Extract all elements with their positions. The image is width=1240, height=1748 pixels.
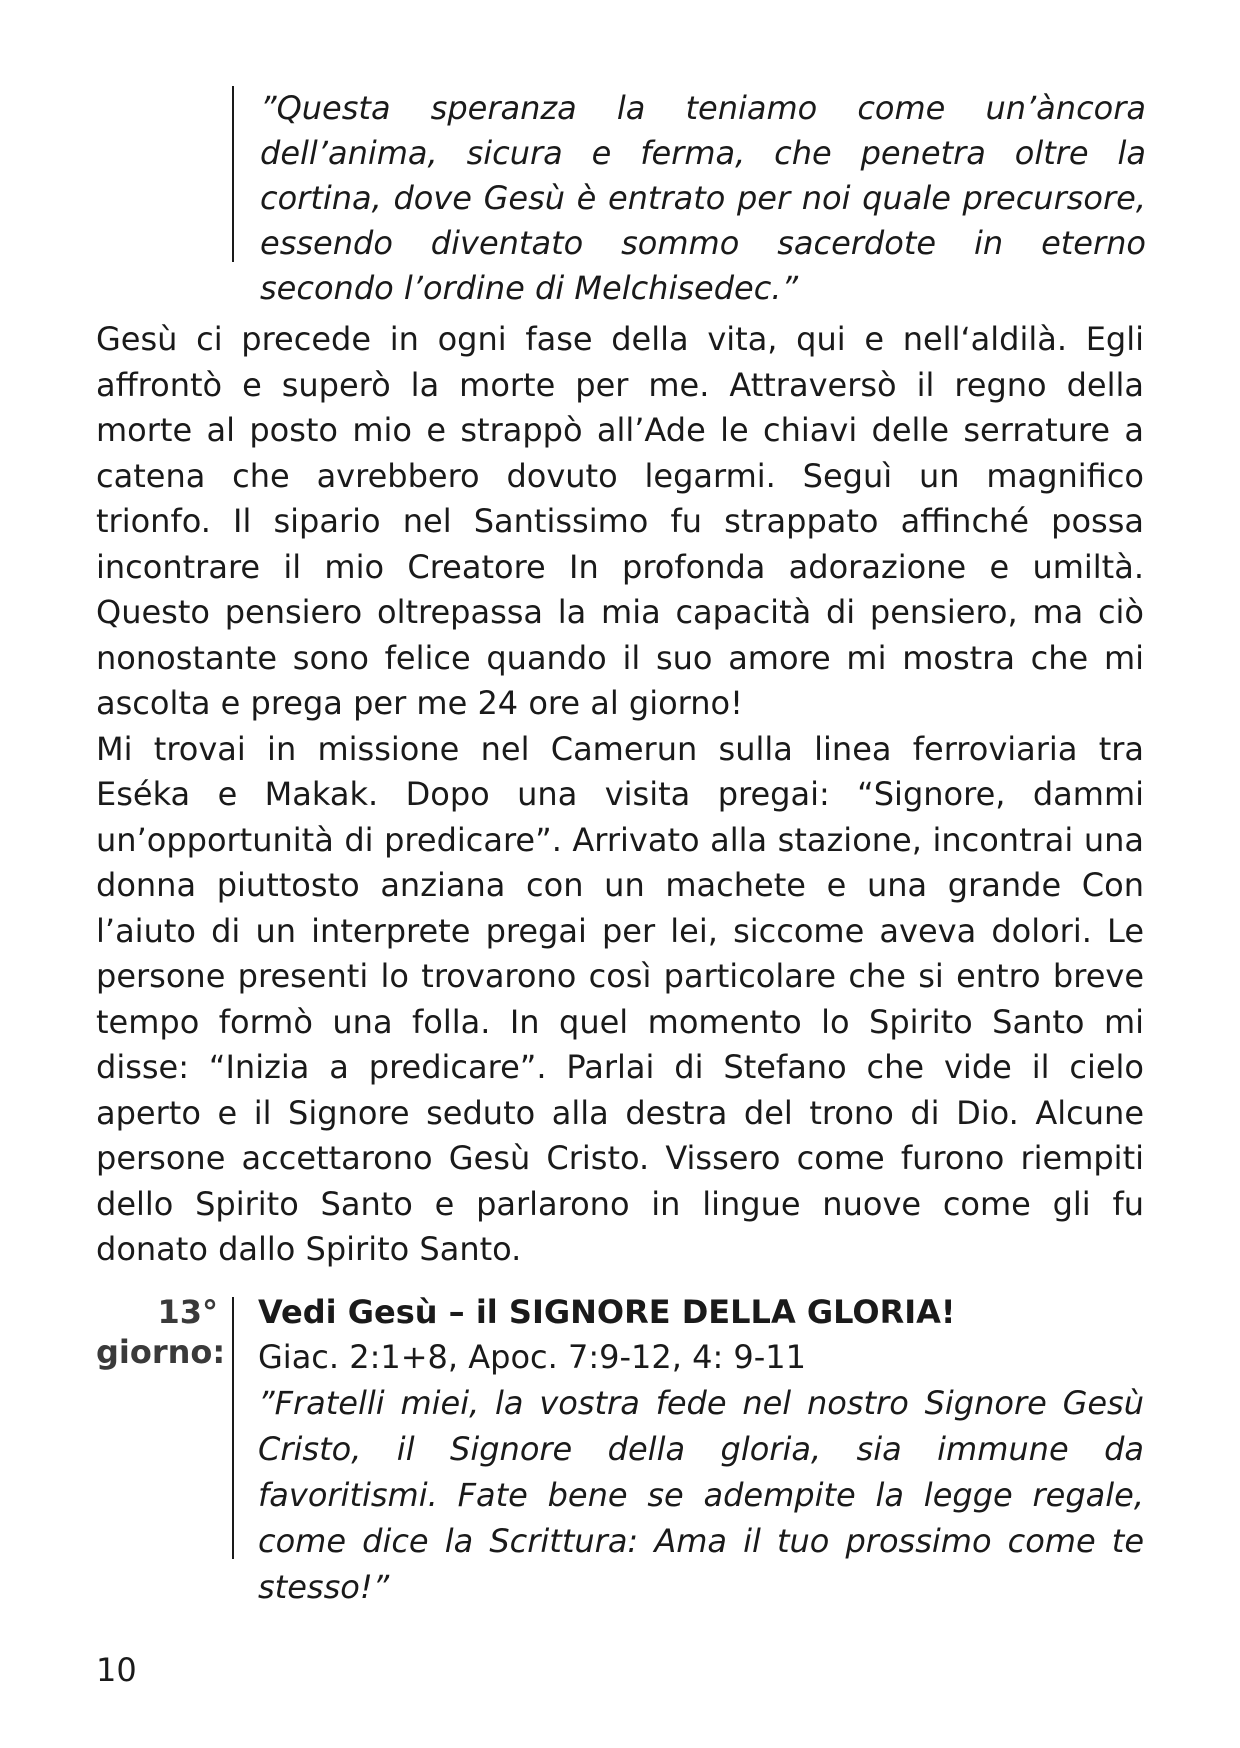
day-word: giorno: bbox=[96, 1333, 226, 1371]
opening-quote-block bbox=[232, 86, 1146, 307]
opening-quote-text: ”Questa speranza la teniamo come un’àncora dell’anima, sicura e ferma, che penetra oltre la cortina, dove Gesù è entrato per noi quale precursore, essendo diventato sommo sacerdote in eterno secondo l’ordine di Melchisedec.” bbox=[260, 89, 1146, 307]
day-quote: ”Fratelli miei, la vostra fede nel nostro Signore Gesù Cristo, il Signore della gloria, sia immune da favoritismi. Fate bene se adempite la legge regale, come dice la Scrittura: Ama il tuo prossimo come te stesso!” bbox=[258, 1384, 1144, 1606]
body-text bbox=[96, 317, 1144, 1273]
day-divider-rule bbox=[232, 1297, 234, 1559]
day-label bbox=[96, 1292, 226, 1372]
body-paragraph-1: Gesù ci precede in ogni fase della vita, qui e nell‘aldilà. Egli affrontò e superò la morte per me. Attraversò il regno della morte al posto mio e strappò all’Ade le chiavi delle serrature a catena che avrebbero dovuto legarmi. Seguì un magnifico trionfo. Il sipario nel Santissimo fu strappato affinché possa incontrare il mio Creatore In profonda adorazione e umiltà. Questo pensiero oltrepassa la mia capacità di pensiero, ma ciò nonostante sono felice quando il suo amore mi mostra che mi ascolta e prega per me 24 ore al giorno! bbox=[96, 320, 1144, 722]
body-paragraph-2: Mi trovai in missione nel Camerun sulla linea ferroviaria tra Eséka e Makak. Dopo una visita pregai: “Signore, dammi un’opportunità di predicare”. Arrivato alla stazione, incontrai una donna piuttosto anziana con un machete e una grande Con l’aiuto di un interprete pregai per lei, siccome aveva dolori. Le persone presenti lo trovarono così particolare che si entro breve tempo formò una folla. In quel momento lo Spirito Santo mi disse: “Inizia a predicare”. Parlai di Stefano che vide il cielo aperto e il Signore seduto alla destra del trono di Dio. Alcune persone accettarono Gesù Cristo. Vissero come furono riempiti dello Spirito Santo e parlarono in lingue nuove come gli fu donato dallo Spirito Santo. bbox=[96, 729, 1144, 1268]
day-content bbox=[258, 1290, 1144, 1610]
page-number: 10 bbox=[96, 1651, 137, 1689]
scripture-reference: Giac. 2:1+8, Apoc. 7:9-12, 4: 9-11 bbox=[258, 1338, 807, 1376]
day-number: 13° bbox=[157, 1293, 218, 1331]
day-title: Vedi Gesù – il SIGNORE DELLA GLORIA! bbox=[258, 1293, 956, 1331]
